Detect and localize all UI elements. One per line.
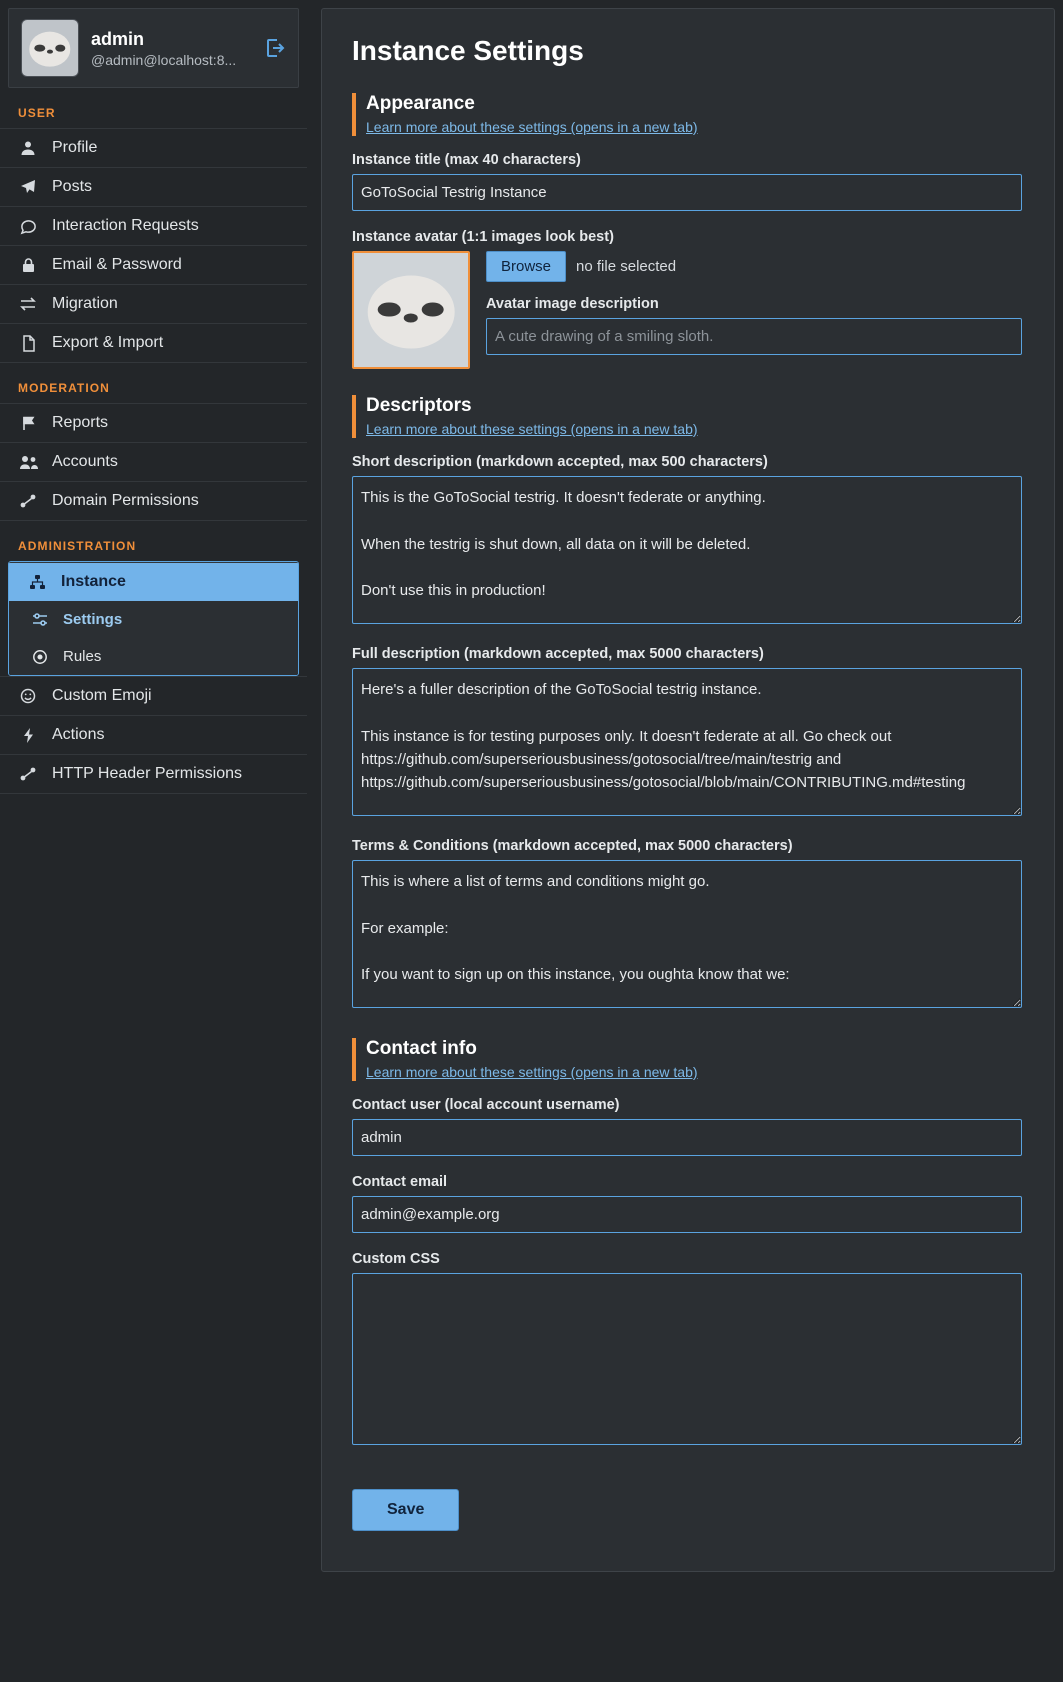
main-panel [321,8,1055,1572]
sliders-icon [31,612,49,628]
field-instance-title [352,152,1022,211]
section-descriptors-header [352,395,1022,438]
file-picker-row [486,251,1022,282]
sloth-eye-right-icon [55,44,66,51]
account-card[interactable] [8,8,299,88]
sidebar-subitem-label: Rules [63,648,102,665]
sidebar-item-posts[interactable] [0,168,307,207]
sidebar-item-export-import[interactable] [0,324,307,363]
sidebar-item-label: HTTP Header Permissions [52,765,242,782]
sloth-eye-left-icon [34,44,45,51]
instance-title-label: Instance title (max 40 characters) [352,152,581,168]
sidebar-item-label: Reports [52,414,109,431]
sidebar-item-migration[interactable] [0,285,307,324]
sidebar-item-label: Migration [52,295,118,312]
full-description-textarea[interactable] [352,668,1022,816]
bolt-icon [18,727,38,744]
full-description-label: Full description (markdown accepted, max 5000 characters) [352,646,764,662]
sidebar-item-label: Posts [52,178,93,195]
sidebar-subitem-settings[interactable] [9,601,298,638]
terms-conditions-textarea[interactable] [352,860,1022,1008]
sidebar-section-administration-title: ADMINISTRATION [18,539,137,553]
section-contact-title: Contact info [366,1038,477,1059]
file-status-label: no file selected [576,258,677,275]
field-custom-css [352,1251,1022,1449]
section-contact-header [352,1038,1022,1081]
contact-user-input[interactable] [352,1119,1022,1156]
sidebar-item-label: Accounts [52,453,118,470]
account-meta [91,28,252,67]
sidebar-item-accounts[interactable] [0,443,307,482]
logout-icon[interactable] [264,37,286,59]
short-description-textarea[interactable] [352,476,1022,624]
custom-css-label: Custom CSS [352,1251,440,1267]
avatar-description-input[interactable] [486,318,1022,355]
sloth-nose-icon [47,50,54,54]
sitemap-icon [18,766,38,782]
sloth-eye-right-icon [421,302,444,317]
section-descriptors-title: Descriptors [366,395,472,416]
account-name: admin [91,29,145,50]
avatar-description-label: Avatar image description [486,296,659,312]
appearance-learn-more-link[interactable]: Learn more about these settings (opens in a new tab) [366,119,698,135]
sidebar-section-user-title: USER [18,106,56,120]
avatar-controls [486,251,1022,355]
sidebar-item-custom-emoji[interactable] [0,676,307,716]
sitemap-icon [18,493,38,509]
contact-email-input[interactable] [352,1196,1022,1233]
sidebar-item-actions[interactable] [0,716,307,755]
circle-dot-icon [31,649,49,665]
custom-css-textarea[interactable] [352,1273,1022,1445]
sidebar-item-reports[interactable] [0,403,307,443]
sloth-nose-icon [404,314,418,323]
page-title: Instance Settings [352,35,584,66]
contact-learn-more-link[interactable]: Learn more about these settings (opens in a new tab) [366,1064,698,1080]
sidebar-section-moderation-title: MODERATION [18,381,110,395]
user-icon [18,140,38,156]
file-export-icon [18,335,38,352]
sidebar-item-interaction-requests[interactable] [0,207,307,246]
contact-email-label: Contact email [352,1174,448,1190]
sidebar-subitem-rules[interactable] [9,638,298,675]
sidebar-list-user [0,128,307,363]
server-icon [27,574,47,590]
sidebar-item-label: Actions [52,726,105,743]
account-handle: @admin@localhost:8... [91,51,237,68]
sloth-face-icon [368,276,455,349]
comment-icon [18,218,38,235]
instance-avatar-preview [352,251,470,369]
field-full-description [352,646,1022,820]
browse-button[interactable]: Browse [486,251,566,282]
sidebar-subitem-label: Settings [63,611,123,628]
flag-icon [18,415,38,431]
sidebar-item-email-password[interactable] [0,246,307,285]
section-appearance-header [352,93,1022,136]
sidebar-item-label: Domain Permissions [52,492,199,509]
avatar [21,19,79,77]
field-short-description [352,454,1022,628]
section-appearance-title: Appearance [366,93,475,114]
field-contact-email [352,1174,1022,1233]
sidebar-item-instance[interactable] [9,562,298,601]
field-contact-user [352,1097,1022,1156]
sloth-eye-left-icon [378,302,401,317]
sidebar-item-label: Interaction Requests [52,217,199,234]
sidebar-item-domain-permissions[interactable] [0,482,307,521]
descriptors-learn-more-link[interactable]: Learn more about these settings (opens in a new tab) [366,421,698,437]
sidebar-item-label: Profile [52,139,98,156]
instance-title-input[interactable] [352,174,1022,211]
sidebar-item-label: Custom Emoji [52,687,152,704]
sidebar-item-label: Email & Password [52,256,182,273]
sloth-face-icon [29,32,70,67]
short-description-label: Short description (markdown accepted, max 500 characters) [352,454,768,470]
avatar-row [352,251,1022,369]
sidebar-group-instance [8,561,299,676]
sidebar-list-moderation [0,403,307,521]
sidebar-list-administration [0,676,307,794]
sidebar-item-label: Export & Import [52,334,164,351]
field-terms-conditions [352,838,1022,1012]
smile-icon [18,688,38,704]
sidebar-item-label: Instance [61,573,126,590]
terms-conditions-label: Terms & Conditions (markdown accepted, max 5000 characters) [352,838,793,854]
lock-icon [18,257,38,273]
users-icon [18,454,38,470]
save-button[interactable]: Save [352,1489,459,1531]
exchange-icon [18,296,38,312]
sidebar [0,0,307,794]
instance-avatar-label: Instance avatar (1:1 images look best) [352,229,614,245]
sidebar-item-profile[interactable] [0,128,307,168]
field-instance-avatar [352,229,1022,369]
field-avatar-description [486,296,1022,355]
sidebar-item-http-header-permissions[interactable] [0,755,307,794]
contact-user-label: Contact user (local account username) [352,1097,620,1113]
paper-plane-icon [18,179,38,195]
